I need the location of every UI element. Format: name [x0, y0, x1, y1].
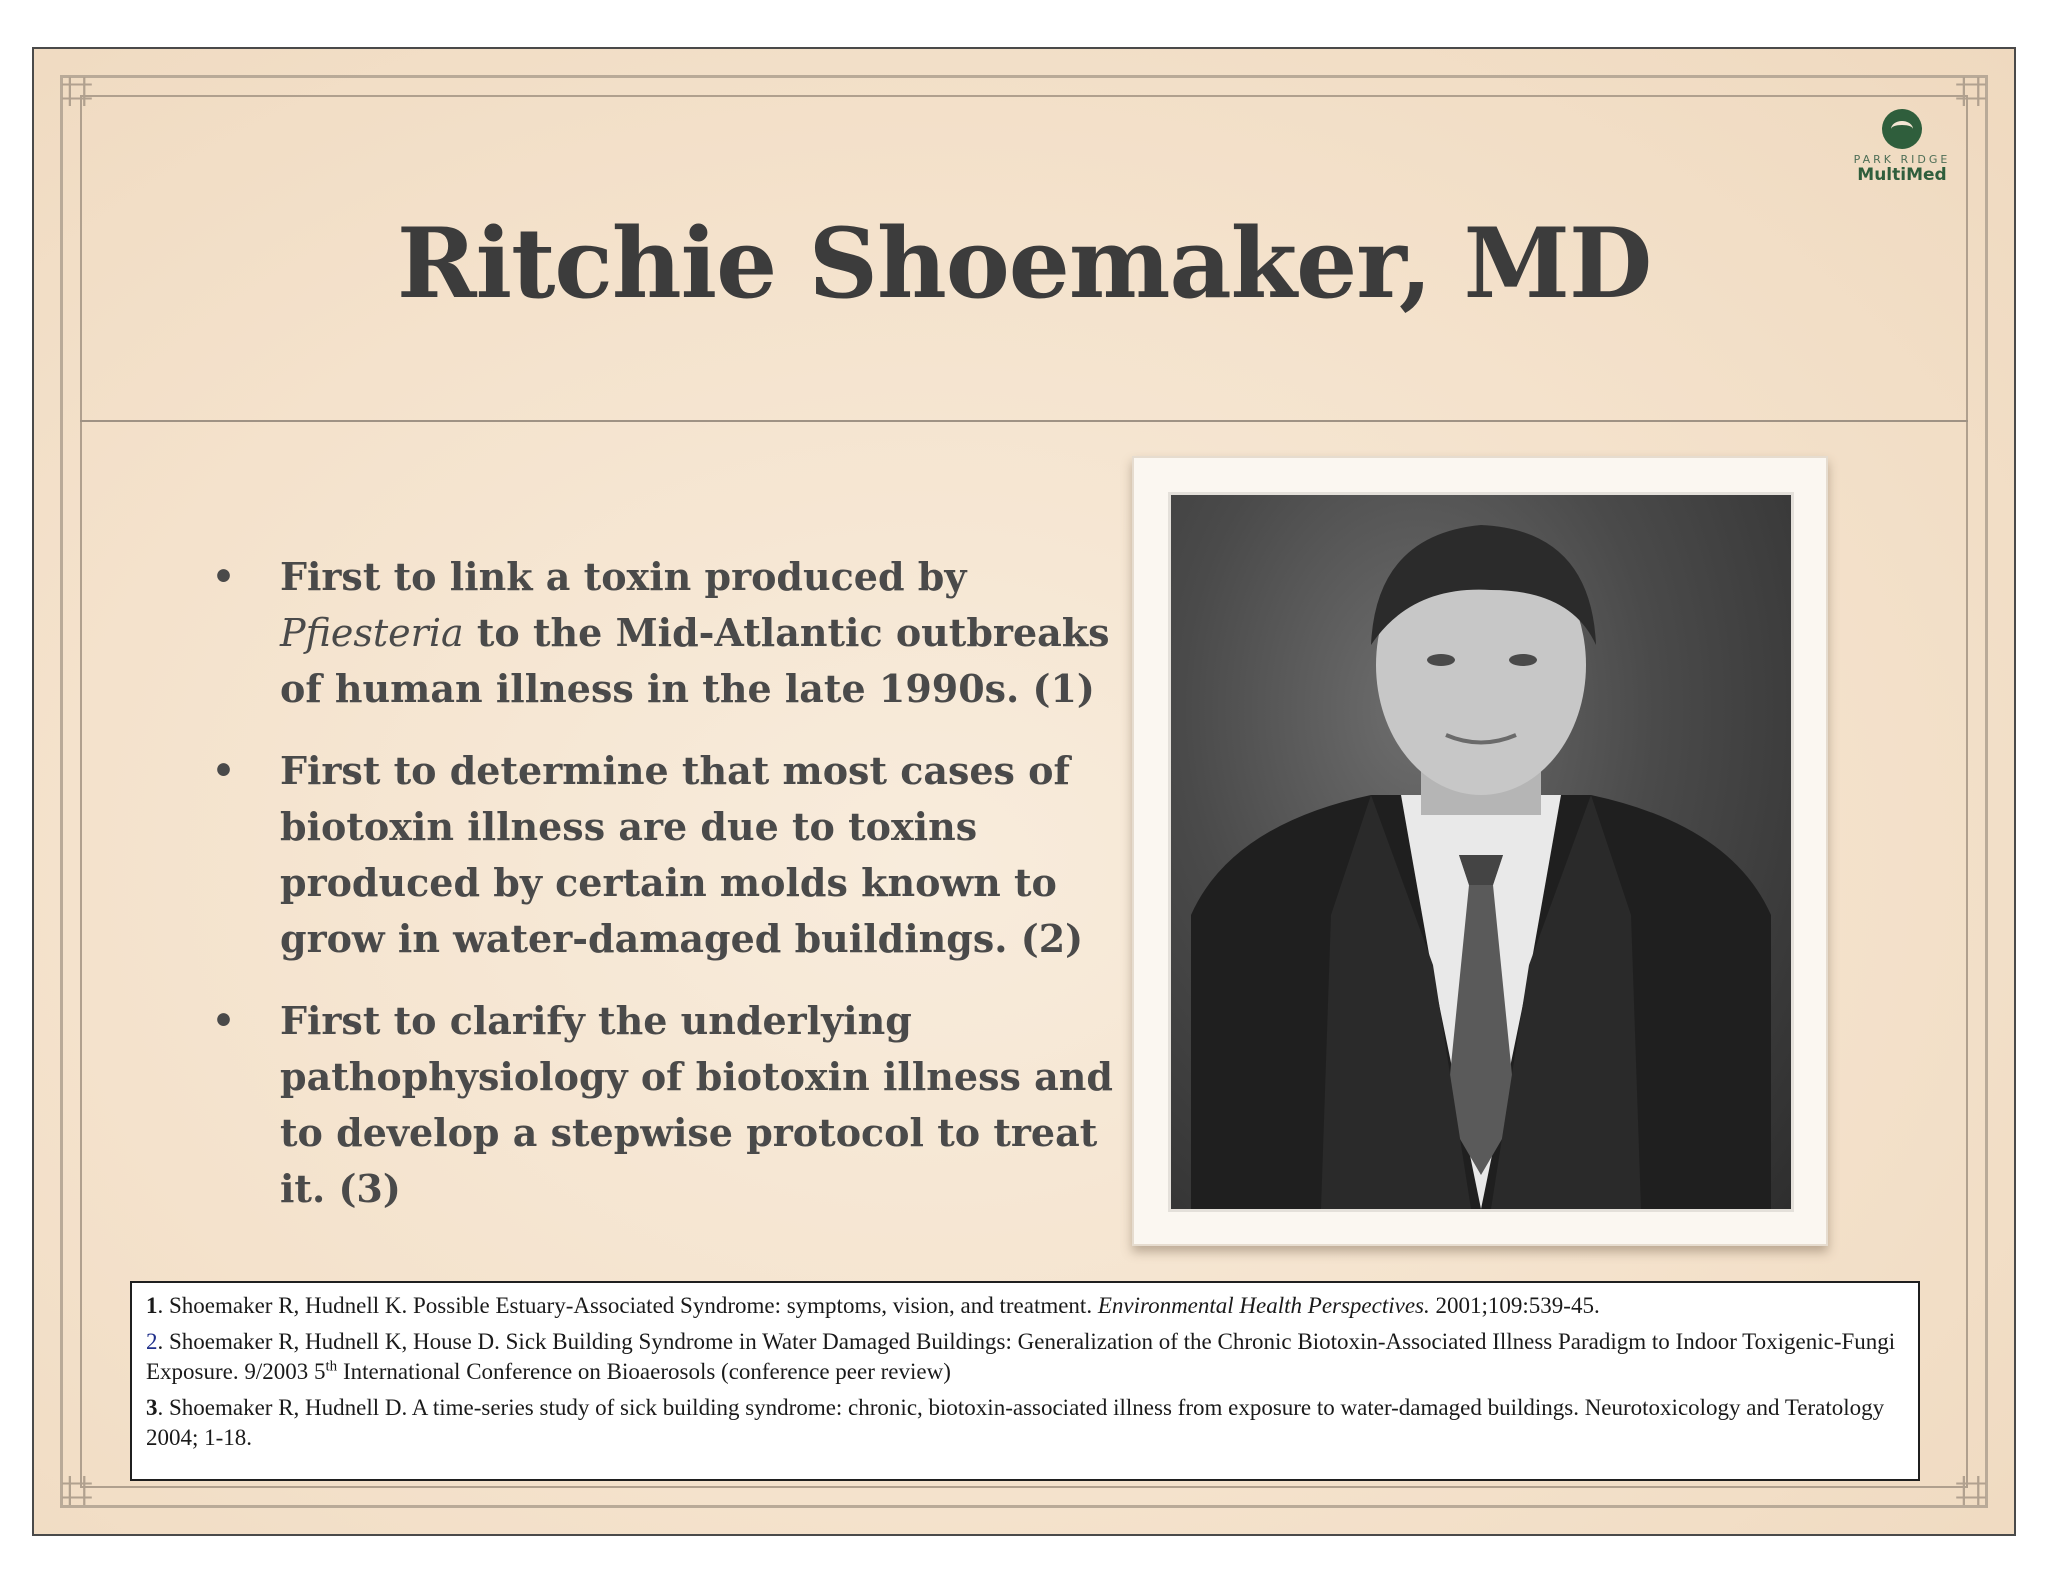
corner-ornament-icon: ⌗: [61, 1458, 93, 1523]
logo-bottom-text: MultiMed: [1857, 165, 1947, 185]
bullet-item: [174, 993, 1124, 1217]
park-ridge-multimed-logo: [1842, 109, 1962, 184]
bullet-dot-icon: •: [212, 750, 236, 792]
reference-1: [146, 1291, 1904, 1321]
corner-ornament-icon: ⌗: [1955, 59, 1987, 124]
references-box: [130, 1281, 1920, 1481]
bullet-text: First to determine that most cases of biotoxin illness are due to toxins produced by certain molds known to grow in water-damaged buildings. (2): [280, 748, 1084, 961]
reference-number: 2: [146, 1329, 158, 1354]
reference-number: 1: [146, 1293, 158, 1318]
reference-text: . Shoemaker R, Hudnell K. Possible Estuary-Associated Syndrome: symptoms, vision, and treatment.: [157, 1293, 1098, 1318]
reference-text-after: 2001;109:539-45.: [1429, 1293, 1600, 1318]
bullet-list: [174, 549, 1124, 1243]
bullet-text: First to link a toxin produced by: [280, 554, 967, 599]
bullet-dot-icon: •: [212, 1000, 236, 1042]
slide: [32, 47, 2016, 1536]
logo-top-text: PARK RIDGE: [1853, 153, 1951, 166]
logo-emblem-icon: [1882, 109, 1922, 149]
reference-journal: Environmental Health Perspectives.: [1097, 1293, 1430, 1318]
reference-superscript: th: [325, 1358, 338, 1375]
portrait-photo: [1168, 492, 1794, 1212]
bullet-text: First to clarify the underlying pathophysiology of biotoxin illness and to develop a stepwise protocol to treat it. (3): [280, 998, 1113, 1211]
reference-text: . Shoemaker R, Hudnell K, House D. Sick Building Syndrome in Water Damaged Buildings: Generalization of the Chronic Biotoxin-Associated Illness Paradigm to Indoor Toxigenic-Fungi Exposure. 9/2003 5: [146, 1329, 1896, 1384]
bullet-dot-icon: •: [212, 556, 236, 598]
bullet-text-after: to the Mid-Atlantic outbreaks of human illness in the late 1990s. (1): [280, 610, 1110, 711]
bullet-item: [174, 743, 1124, 967]
bullet-italic-text: Pfiesteria: [280, 611, 464, 655]
title-divider: [80, 420, 1968, 422]
portrait-illustration: [1171, 495, 1791, 1209]
portrait-frame: [1132, 456, 1828, 1246]
corner-ornament-icon: ⌗: [61, 59, 93, 124]
reference-text: . Shoemaker R, Hudnell D. A time-series study of sick building syndrome: chronic, biotoxin-associated illness from exposure to water-damaged buildings. Neurotoxicology and Teratology 2004; 1-18.: [146, 1395, 1885, 1450]
bullet-item: [174, 549, 1124, 717]
reference-3: [146, 1393, 1904, 1453]
reference-text-after: International Conference on Bioaerosols (conference peer review): [337, 1359, 951, 1384]
slide-title: Ritchie Shoemaker, MD: [396, 207, 1652, 320]
corner-ornament-icon: ⌗: [1955, 1458, 1987, 1523]
reference-number: 3: [146, 1395, 158, 1420]
reference-2: [146, 1327, 1904, 1387]
